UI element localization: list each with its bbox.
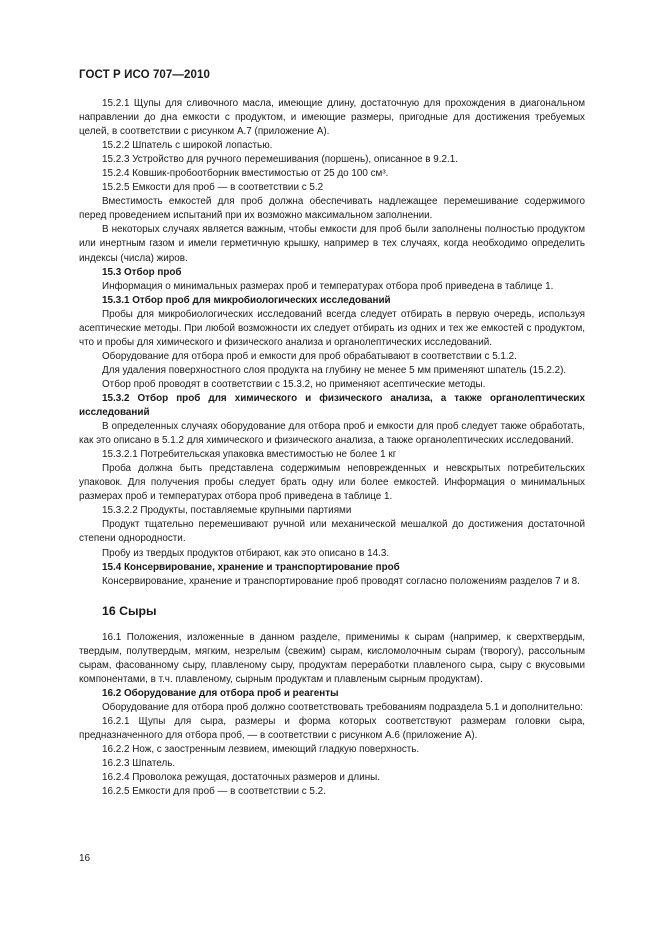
paragraph: В определенных случаях оборудование для отбора проб и емкости для проб следует также обработать, как это описано в 5.1.2 для химического и физического анализа, а также органолептических исследований. [79,421,585,447]
paragraph: Оборудование для отбора проб должно соответствовать требованиям подраздела 5.1 и дополнительно: [102,701,583,713]
paragraph: Консервирование, хранение и транспортирование проб проводят согласно положениям разделов 7 и 8. [102,575,580,587]
paragraph: Для удаления поверхностного слоя продукта на глубину не менее 5 мм применяют шпатель (15.2.2). [102,364,567,376]
paragraph: 16.1 Положения, изложенные в данном разделе, применимы к сырам (например, к сверхтвердым, твердым, полутвердым, мягким, незрелым (свежим) сырам, кисломолочным сырам (творогу), рассольным сырам, фасованному сыру, плавленому сыру, продуктам переработки плавленого сыра, сыру с вкусовыми компонентами, в т.ч. плавленому, сырным продуктам и плавленым сырным продуктам). [79,631,585,685]
paragraph: 15.2.1 Щупы для сливочного масла, имеющие длину, достаточную для прохождения в диагональном направлении до дна емкости с продуктом, и имеющие размеры, пригодные для достижения требуемых целей, в соответствии с рисунком А.7 (приложение А). [79,98,585,138]
paragraph: 15.2.5 Емкости для проб — в соответствии с 5.2 [102,182,324,194]
subsection-heading: 15.3 Отбор проб [102,266,182,278]
paragraph: Вместимость емкостей для проб должна обеспечивать надлежащее перемешивание содержимого перед проведением испытаний при их возможно максимальном заполнении. [79,196,585,222]
paragraph: 15.2.4 Ковшик-пробоотборник вместимостью от 25 до 100 см³. [102,168,389,180]
paragraph: 15.3.2.2 Продукты, поставляемые крупными партиями [102,505,352,517]
paragraph: 16.2.4 Проволока режущая, достаточных размеров и длины. [102,772,380,784]
paragraph: 15.2.3 Устройство для ручного перемешивания (поршень), описанное в 9.2.1. [102,154,458,166]
subsection-heading: 15.4 Консервирование, хранение и транспортирование проб [102,561,400,573]
subsection-heading: 16.2 Оборудование для отбора проб и реагенты [102,687,339,699]
paragraph: Отбор проб проводят в соответствии с 15.3.2, но применяют асептические методы. [102,378,486,390]
document-header: ГОСТ Р ИСО 707—2010 [79,69,211,81]
subsection-heading: 15.3.2 Отбор проб для химического и физического анализа, а также органолептических исследований [79,392,585,419]
page-number: 16 [79,853,91,864]
paragraph: Пробу из твердых продуктов отбирают, как это описано в 14.3. [102,547,390,559]
paragraph: 16.2.5 Емкости для проб — в соответствии с 5.2. [102,786,326,798]
paragraph: 15.3.2.1 Потребительская упаковка вместимостью не более 1 кг [102,449,397,461]
paragraph: Оборудование для отбора проб и емкости для проб обрабатывают в соответствии с 5.1.2. [102,350,517,362]
paragraph: В некоторых случаях является важным, чтобы емкости для проб были заполнены полностью продуктом или инертным газом и имели герметичную крышку, например в тех случаях, когда необходимо определить индексы (числа) жиров. [79,224,585,264]
paragraph: 16.2.1 Щупы для сыра, размеры и форма которых соответствуют размерам головки сыра, предназначенного для отбора проб, — в соответствии с рисунком А.6 (приложение А). [79,715,585,741]
section-heading: 16 Сыры [102,603,157,618]
paragraph: 15.2.2 Шпатель с широкой лопастью. [102,140,273,152]
paragraph: 16.2.2 Нож, с заостренным лезвием, имеющий гладкую поверхность. [102,744,420,756]
paragraph: Проба должна быть представлена содержимым неповрежденных и невскрытых потребительских упаковок. Для получения пробы следует брать одну или более емкостей. Информация о минимальных размерах проб и температурах отбора проб приведена в таблице 1. [79,463,585,503]
paragraph: Информация о минимальных размерах проб и температурах отбора проб приведена в таблице 1. [102,280,554,292]
paragraph: 16.2.3 Шпатель. [102,758,176,770]
subsection-heading: 15.3.1 Отбор проб для микробиологических исследований [102,294,391,306]
paragraph: Пробы для микробиологических исследований всегда следует отбирать в первую очередь, используя асептические методы. При любой возможности их следует отбирать из одних и тех же емкостей с продуктом, что и пробы для химического и физического анализа и органолептических исследований. [79,308,585,348]
paragraph: Продукт тщательно перемешивают ручной или механической мешалкой до достижения достаточной степени однородности. [79,519,585,545]
document-body [79,97,585,799]
